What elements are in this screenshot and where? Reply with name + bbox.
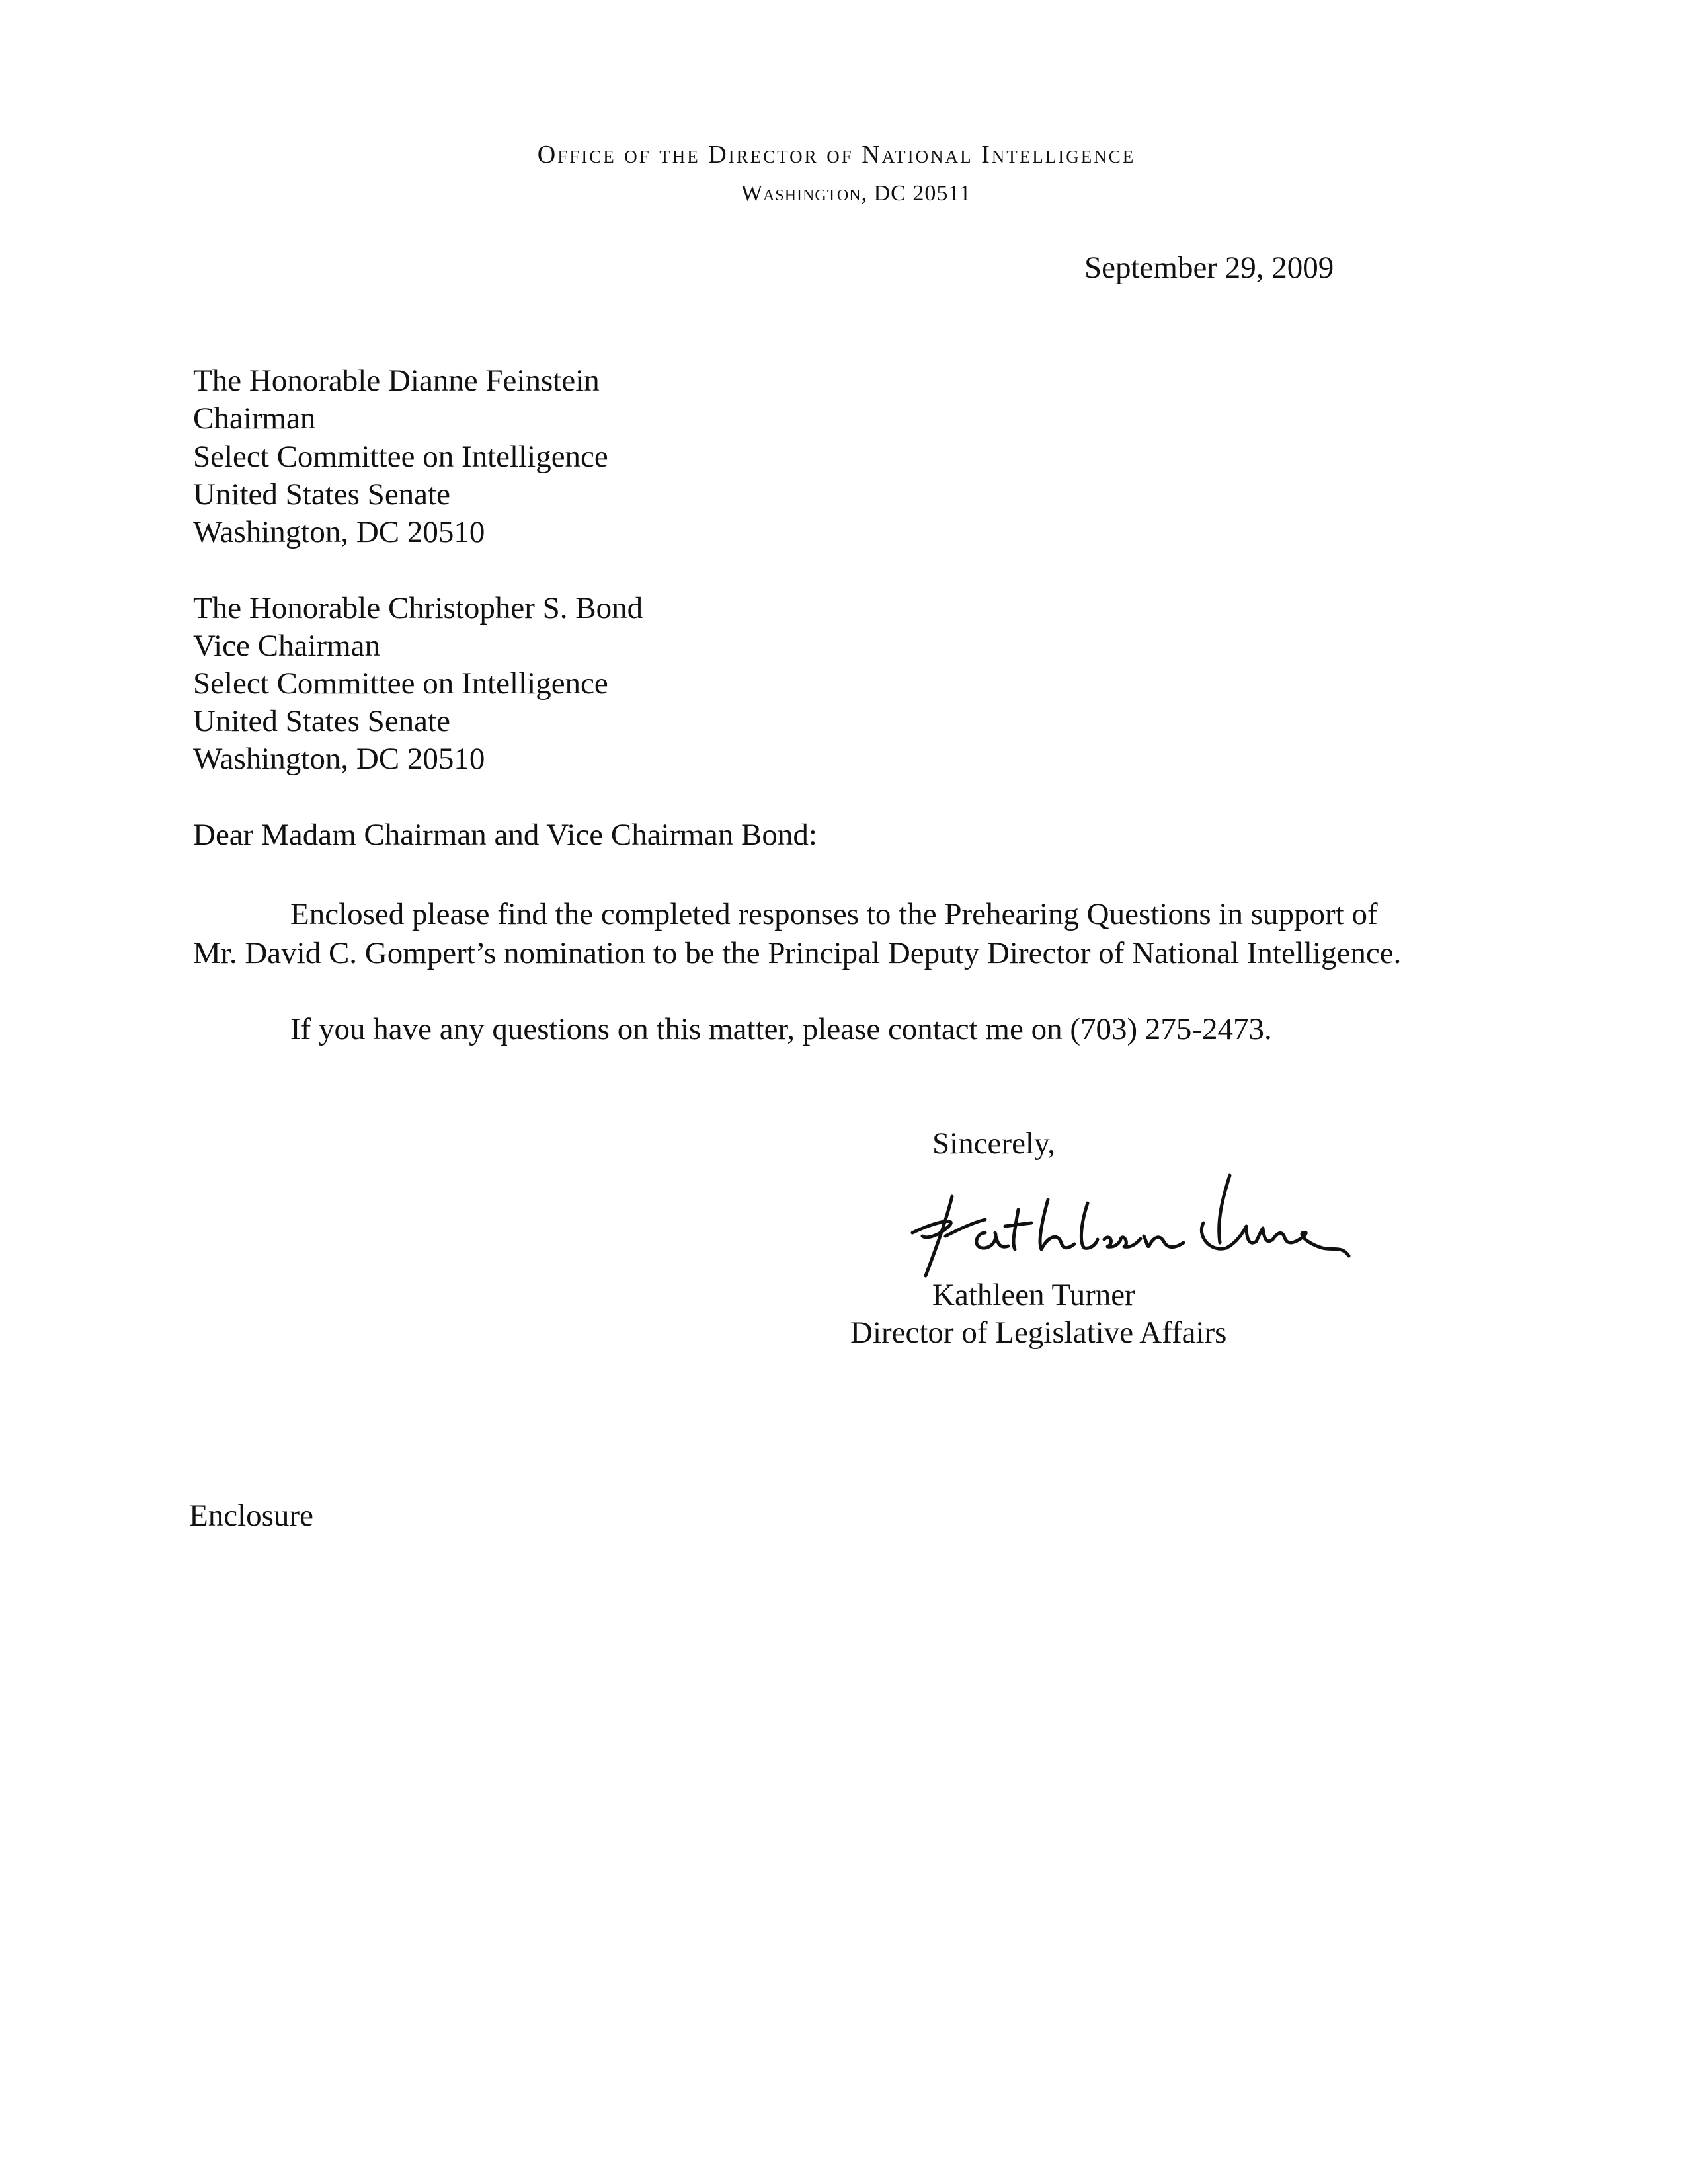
recipient-2-line-5: Washington, DC 20510 [193,742,485,776]
salutation: Dear Madam Chairman and Vice Chairman Bond: [193,818,817,852]
letterhead-office: Office of the Director of National Intelligence [537,141,1136,169]
signer-name: Kathleen Turner [932,1278,1135,1312]
recipient-1-line-4: United States Senate [193,477,450,512]
body-paragraph-2: If you have any questions on this matter, please contact me on (703) 275-2473. [290,1012,1272,1046]
letter-date: September 29, 2009 [1084,251,1334,285]
recipient-2-line-4: United States Senate [193,704,450,738]
body-paragraph-1-line-2: Mr. David C. Gompert’s nomination to be the Principal Deputy Director of National Intelligence. [193,936,1402,970]
recipient-2-line-2: Vice Chairman [193,629,380,663]
recipient-2-line-1: The Honorable Christopher S. Bond [193,591,643,625]
recipient-2-line-3: Select Committee on Intelligence [193,666,608,701]
letterhead-address: Washington, DC 20511 [741,181,972,206]
recipient-1-line-3: Select Committee on Intelligence [193,440,608,474]
recipient-1-line-5: Washington, DC 20510 [193,515,485,549]
recipient-1-line-1: The Honorable Dianne Feinstein [193,364,600,398]
enclosure-note: Enclosure [189,1499,313,1533]
handwritten-signature [886,1170,1402,1282]
closing: Sincerely, [932,1126,1056,1161]
signer-title: Director of Legislative Affairs [850,1315,1227,1350]
recipient-1-line-2: Chairman [193,401,316,436]
body-paragraph-1-line-1: Enclosed please find the completed responses to the Prehearing Questions in support of [290,897,1378,931]
